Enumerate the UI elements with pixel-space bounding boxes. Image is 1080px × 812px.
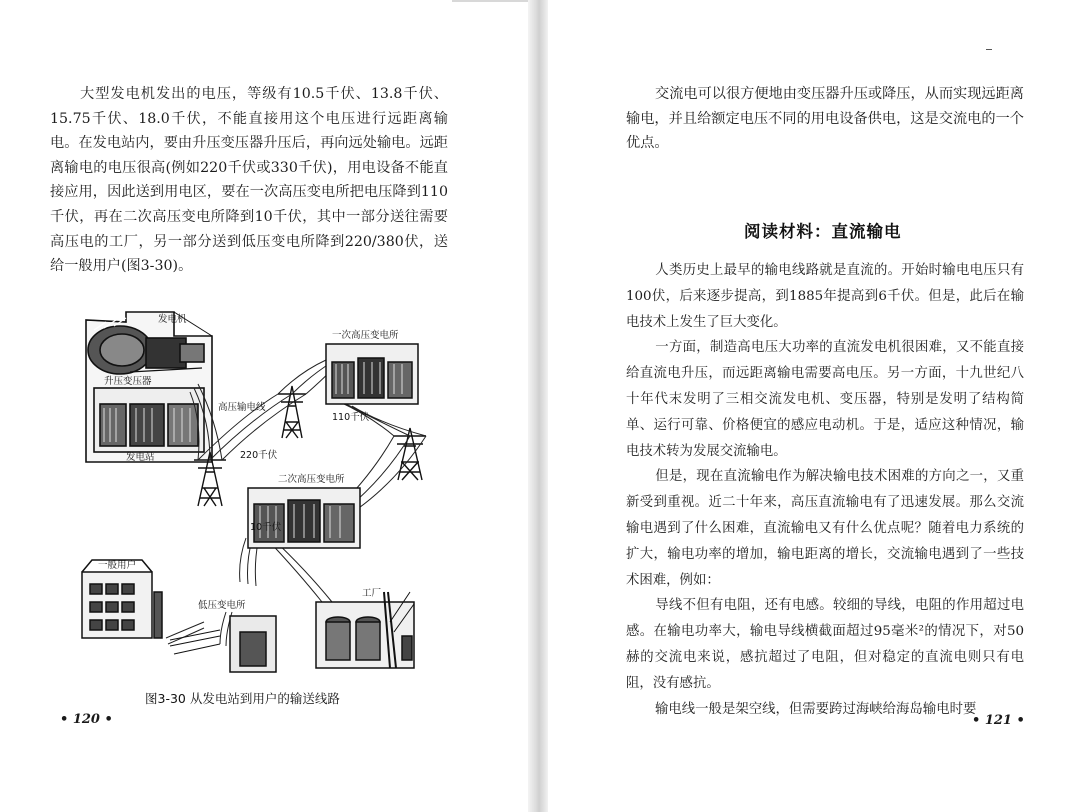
transmission-diagram (70, 292, 470, 682)
figure-caption: 图3-30 从发电站到用户的输送线路 (145, 691, 340, 706)
label-voltage-10: 10千伏 (250, 522, 282, 533)
body-paragraph-3: 但是，现在直流输电作为解决输电技术困难的方向之一，又重新受到重视。近二十年来，高压直流输电有了迅速发展。那么交流输电遇到了什么困难，直流输电又有什么优点呢？随着电力系统的扩大，输电功率的增加，输电距离的增长，交流输电遇到了一些技术困难，例如： (626, 469, 1024, 588)
body-paragraph-5: 输电线一般是架空线，但需要跨过海峡给海岛输电时要 (655, 701, 977, 717)
label-primary-substation: 一次高压变电所 (332, 330, 399, 341)
body-paragraph-2: 一方面，制造高电压大功率的直流发电机很困难，又不能直接给直流电升压，而远距离输电需要高电压。另一方面，十九世纪八十年代末发明了三相交流发电机、变压器，特别是发明了结构简单、运行可靠、价格便宜的感应电动机。于是，适应这种情况，输电技术转为发展交流输电。 (626, 340, 1024, 459)
label-lv-substation: 低压变电所 (198, 600, 246, 611)
label-voltage-220: 220千伏 (240, 450, 278, 461)
body-paragraph-1: 人类历史上最早的输电线路就是直流的。开始时输电电压只有100伏，后来逐步提高，到1885年提高到6千伏。但是，此后在输电技术上发生了巨大变化。 (626, 263, 1024, 330)
right-body-text (626, 258, 1024, 722)
right-page (548, 0, 1080, 812)
section-title: 阅读材料：直流输电 (744, 222, 902, 241)
label-secondary-substation: 二次高压变电所 (278, 474, 345, 485)
page-number-left: • 120 • (60, 712, 113, 727)
body-paragraph-4: 导线不但有电阻，还有电感。较细的导线，电阻的作用超过电感。在输电功率大，输电导线横截面超过95毫米²的情况下，对50赫的交流电来说，感抗超过了电阻，但对稳定的直流电则只有电阻，没有感抗。 (626, 598, 1024, 691)
label-general-users: 一般用户 (98, 560, 137, 571)
left-page (0, 0, 528, 812)
factory (316, 592, 414, 668)
label-step-up-transformer: 升压变压器 (104, 376, 152, 387)
label-voltage-110: 110千伏 (332, 412, 370, 423)
label-factory: 工厂 (362, 588, 382, 599)
label-power-station: 发电站 (126, 452, 155, 463)
primary-substation (326, 344, 418, 404)
left-paragraph: 大型发电机发出的电压，等级有10.5千伏、13.8千伏、15.75千伏、18.0千伏，不能直接用这个电压进行远距离输电。在发电站内，要由升压变压器升压后，再向远处输电。远距离输电的电压很高(例如220千伏或330千伏)，用电设备不能直接应用，因此送到用电区，要在一次高压变电所把电压降到110千伏，再在二次高压变电所降到10千伏，其中一部分送往需要高压电的工厂，另一部分送到低压变电所降到220/380伏，送给一般用户(图3-30)。 (50, 86, 448, 275)
label-hv-line: 高压输电线 (218, 402, 266, 413)
top-scan-mark (452, 0, 528, 2)
corner-dash-mark (986, 49, 992, 50)
low-voltage-substation (170, 616, 276, 672)
book-gutter (528, 0, 548, 812)
secondary-substation (248, 488, 360, 548)
general-user-building (82, 560, 162, 638)
transmission-tower-1 (194, 452, 226, 506)
transmission-diagram-svg (70, 292, 470, 682)
label-generator: 发电机 (158, 314, 187, 325)
power-station (86, 312, 212, 462)
right-intro-paragraph: 交流电可以很方便地由变压器升压或降压，从而实现远距离输电，并且给额定电压不同的用电设备供电，这是交流电的一个优点。 (626, 86, 1024, 152)
page-number-right: • 121 • (972, 713, 1025, 728)
